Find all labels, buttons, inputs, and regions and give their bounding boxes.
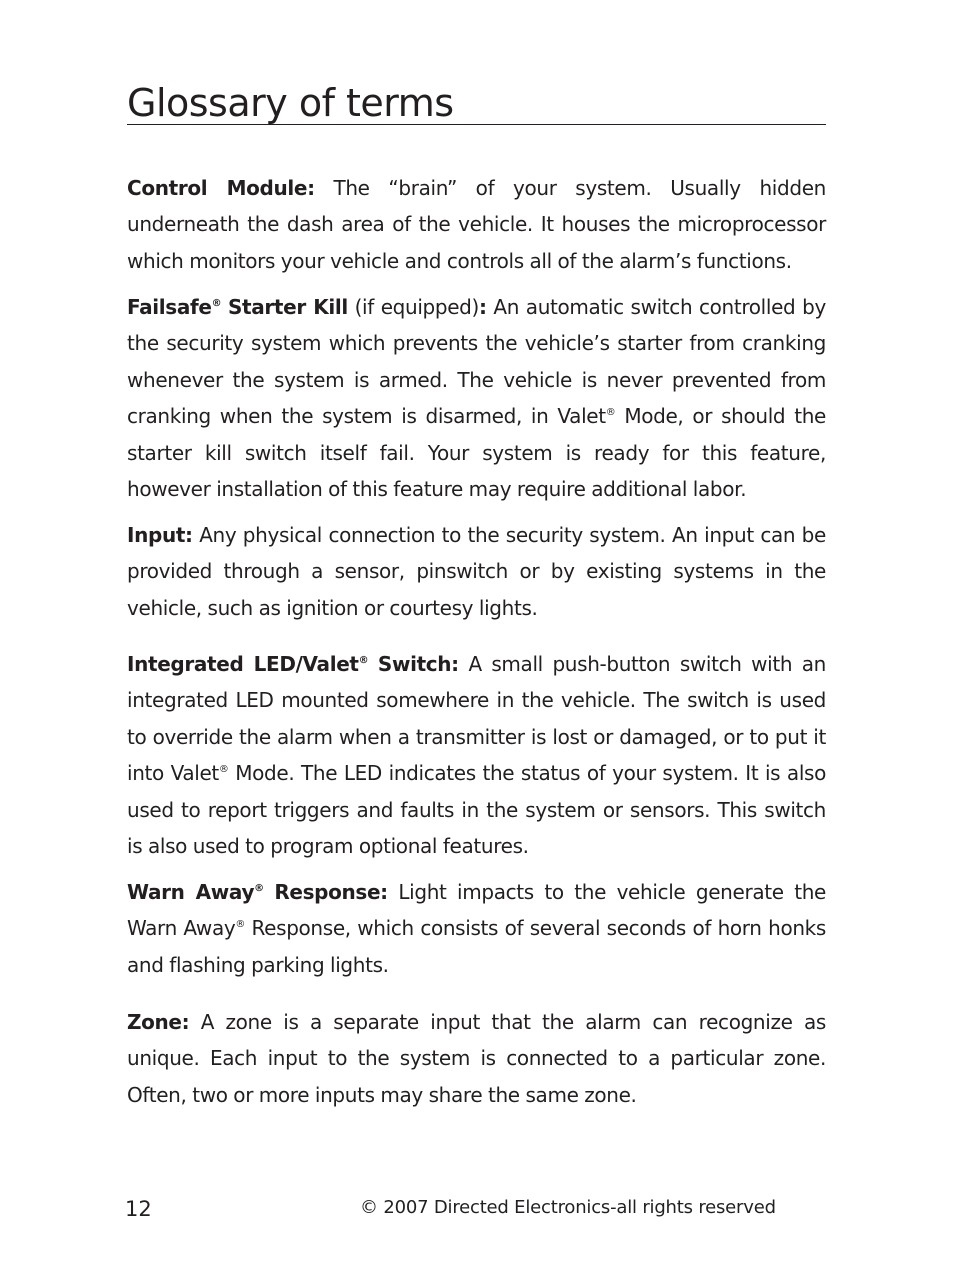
term-zone: Zone: [127, 1010, 190, 1034]
term-qualifier: (if equipped) [354, 295, 479, 319]
registered-mark: ® [218, 764, 229, 776]
definition-integrated-led-part-1: A small push-button switch with an integrated LED mounted somewhere in the vehicle. The switch is used to override the alarm when a transmitter is lost or damaged, or to put it into Valet [127, 652, 827, 786]
glossary-entry-input [127, 517, 826, 626]
term-control-module: Control Module: [127, 176, 315, 200]
glossary-entry-zone [127, 1004, 826, 1113]
glossary-entry-integrated-led-valet-switch [127, 646, 826, 864]
term-response: Response: [274, 880, 388, 904]
copyright-notice: © 2007 Directed Electronics-all rights reserved [360, 1197, 776, 1218]
registered-mark: ® [235, 919, 245, 931]
definition-failsafe-part-1: An automatic switch controlled by the security system which prevents the vehicle’s starter from cranking whenever the system is armed. The vehicle is never prevented from cranking when the system is disarmed, in Valet [127, 295, 826, 429]
term-input: Input: [127, 523, 193, 547]
term-switch: Switch: [377, 652, 459, 676]
registered-mark: ® [358, 655, 369, 666]
glossary-entry-failsafe-starter-kill [127, 289, 826, 507]
term-failsafe: Failsafe [127, 295, 212, 319]
term-colon: : [478, 295, 487, 319]
term-warn-away: Warn Away [127, 880, 255, 904]
glossary-entry-control-module [127, 170, 826, 279]
definition-failsafe-part-2: Mode, or should the starter kill switch itself fail. Your system is ready for this feature, however installation of this feature may require additional labor. [127, 404, 826, 502]
term-starter-kill: Starter Kill [227, 295, 348, 319]
registered-mark: ® [605, 407, 616, 419]
definition-warn-away-part-2: Response, which consists of several seconds of horn honks and flashing parking lights. [127, 916, 826, 977]
registered-mark: ® [254, 883, 264, 894]
registered-mark: ® [211, 298, 222, 309]
page-title: Glossary of terms [127, 81, 454, 125]
definition-control-module: The “brain” of your system. Usually hidden underneath the dash area of the vehicle. It houses the microprocessor which monitors your vehicle and controls all of the alarm’s functions. [127, 176, 826, 273]
page-number: 12 [125, 1197, 152, 1221]
definition-zone: A zone is a separate input that the alarm can recognize as unique. Each input to the system is connected to a particular zone. Often, two or more inputs may share the same zone. [127, 1010, 826, 1107]
definition-input: Any physical connection to the security system. An input can be provided through a sensor, pinswitch or by existing systems in the vehicle, such as ignition or courtesy lights. [127, 523, 826, 620]
term-integrated-led-valet: Integrated LED/Valet [127, 652, 359, 676]
definition-integrated-led-part-2: Mode. The LED indicates the status of your system. It is also used to report triggers and faults in the system or sensors. This switch is also used to program optional features. [127, 761, 826, 859]
glossary-entry-warn-away-response [127, 874, 826, 983]
page-title-rule [127, 80, 826, 125]
definition-warn-away-part-1: Light impacts to the vehicle generate the Warn Away [127, 880, 826, 941]
